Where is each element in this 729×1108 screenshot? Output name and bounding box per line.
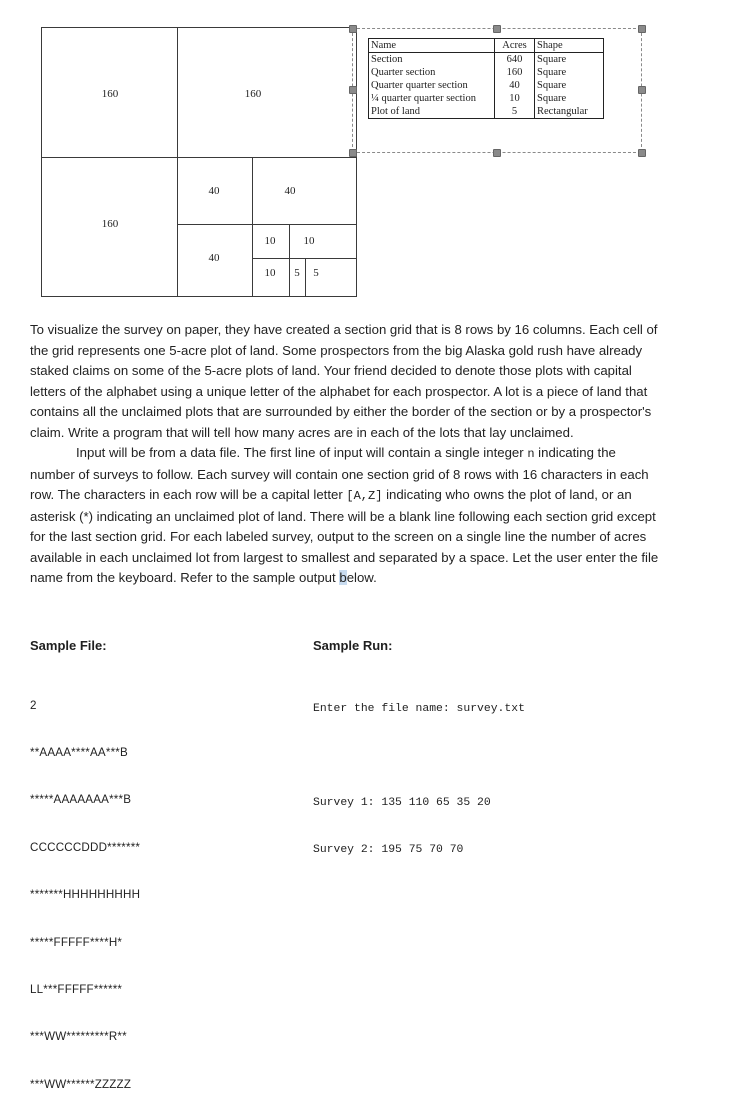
table-row <box>369 92 604 105</box>
table-header-cell: Shape <box>535 39 604 53</box>
sample-run-output <box>313 671 525 874</box>
resize-handle[interactable] <box>638 25 646 33</box>
table-cell: Section <box>369 53 495 67</box>
table-header-cell: Name <box>369 39 495 53</box>
sample-file-line: ***WW******ZZZZZ <box>30 1077 132 1091</box>
table-header-row <box>369 39 604 53</box>
text-cursor-selection[interactable]: b <box>339 570 347 585</box>
table-cell: Square <box>535 53 604 67</box>
table-cell: Square <box>535 79 604 92</box>
table-row <box>369 53 604 67</box>
grid-line <box>41 27 42 297</box>
table-cell: 640 <box>495 53 535 67</box>
table-cell: Square <box>535 92 604 105</box>
resize-handle[interactable] <box>638 149 646 157</box>
grid-label: 40 <box>284 185 296 197</box>
grid-label: 160 <box>101 218 119 230</box>
sample-file-heading: Sample File: <box>30 638 107 653</box>
text-run: Input will be from a data file. The first line of input will contain a single integer <box>76 445 528 460</box>
table-row <box>369 105 604 119</box>
sample-file-content <box>30 666 140 1108</box>
table-cell: Square <box>535 66 604 79</box>
grid-line <box>41 27 357 28</box>
sample-file-line: *****AAAAAAA***B <box>30 793 132 807</box>
grid-line <box>41 296 357 297</box>
grid-label: 160 <box>101 88 119 100</box>
table-header-cell: Acres <box>495 39 535 53</box>
text-run: indicating the number of surveys to follow. Each survey will contain one section grid of 8 rows with 16 characters in each row. The characters in each row will be a capital letter <box>30 445 649 502</box>
sample-file-line: **AAAA****AA***B <box>30 745 128 759</box>
problem-description <box>30 320 660 589</box>
table-cell: ¼ quarter quarter section <box>369 92 495 105</box>
sample-run-survey-2: Survey 2: 195 75 70 70 <box>313 843 464 856</box>
section-grid-diagram <box>0 0 360 300</box>
sample-run-survey-1: Survey 1: 135 110 65 35 20 <box>313 796 491 809</box>
text-run: indicating who owns the plot of land, or an asterisk (*) indicating an unclaimed plot of land. There will be a blank line following each section grid except for the last section grid. For each labeled survey, output to the screen on a single line the number of acres available in each unclaimed lot from largest to smallest and separated by a space. Let the user enter the file name from the keyboard. Refer to the sample output <box>30 487 659 585</box>
grid-label: 10 <box>264 267 276 279</box>
grid-label: 5 <box>294 267 300 279</box>
table-cell: 40 <box>495 79 535 92</box>
table-cell: 10 <box>495 92 535 105</box>
grid-line <box>305 258 306 297</box>
table-selection-box[interactable] <box>352 28 642 153</box>
grid-label: 40 <box>208 185 220 197</box>
paragraph-1: To visualize the survey on paper, they have created a section grid that is 8 rows by 16 columns. Each cell of the grid represents one 5-acre plot of land. Some prospectors from the big Alaska gold rush have already staked claims on some of the 5-acre plots of land. Your friend decided to denote those plots with capital letters of the alphabet using a unique letter of the alphabet for each prospector. A lot is a piece of land that contains all the unclaimed plots that are surrounded by either the border of the section or by a prospector's claim. Write a program that will tell how many acres are in each of the lots that lay unclaimed. <box>30 322 658 440</box>
resize-handle[interactable] <box>638 86 646 94</box>
grid-line <box>252 157 253 297</box>
table-cell: 160 <box>495 66 535 79</box>
sample-file-line: LL***FFFFF****** <box>30 982 123 996</box>
paragraph-2 <box>30 443 660 589</box>
grid-label: 10 <box>264 235 276 247</box>
grid-label: 10 <box>303 235 315 247</box>
sample-file-line: *******HHHHHHHHH <box>30 888 141 902</box>
sample-file-line: ***WW*********R** <box>30 1030 127 1044</box>
resize-handle[interactable] <box>349 149 357 157</box>
grid-line <box>177 27 178 297</box>
resize-handle[interactable] <box>349 25 357 33</box>
table-row <box>369 66 604 79</box>
resize-handle[interactable] <box>349 86 357 94</box>
sample-run-prompt: Enter the file name: survey.txt <box>313 703 525 716</box>
resize-handle[interactable] <box>493 149 501 157</box>
sample-file-line: *****FFFFF****H* <box>30 935 123 949</box>
grid-label: 40 <box>208 252 220 264</box>
sample-run-heading: Sample Run: <box>313 638 393 653</box>
table-cell: Rectangular <box>535 105 604 119</box>
inline-code-n: n <box>527 447 535 461</box>
table-cell: 5 <box>495 105 535 119</box>
grid-line <box>41 157 357 158</box>
table-cell: Quarter quarter section <box>369 79 495 92</box>
table-row <box>369 79 604 92</box>
grid-label: 5 <box>313 267 319 279</box>
resize-handle[interactable] <box>493 25 501 33</box>
acre-table <box>368 38 604 119</box>
grid-line <box>177 224 357 225</box>
sample-file-line: CCCCCCDDD******* <box>30 840 141 854</box>
table-cell: Quarter section <box>369 66 495 79</box>
grid-line <box>289 224 290 297</box>
inline-code-range: [A,Z] <box>346 489 383 503</box>
grid-label: 160 <box>244 88 262 100</box>
sample-file-line: 2 <box>30 698 37 712</box>
table-cell: Plot of land <box>369 105 495 119</box>
text-run: elow. <box>346 570 377 585</box>
